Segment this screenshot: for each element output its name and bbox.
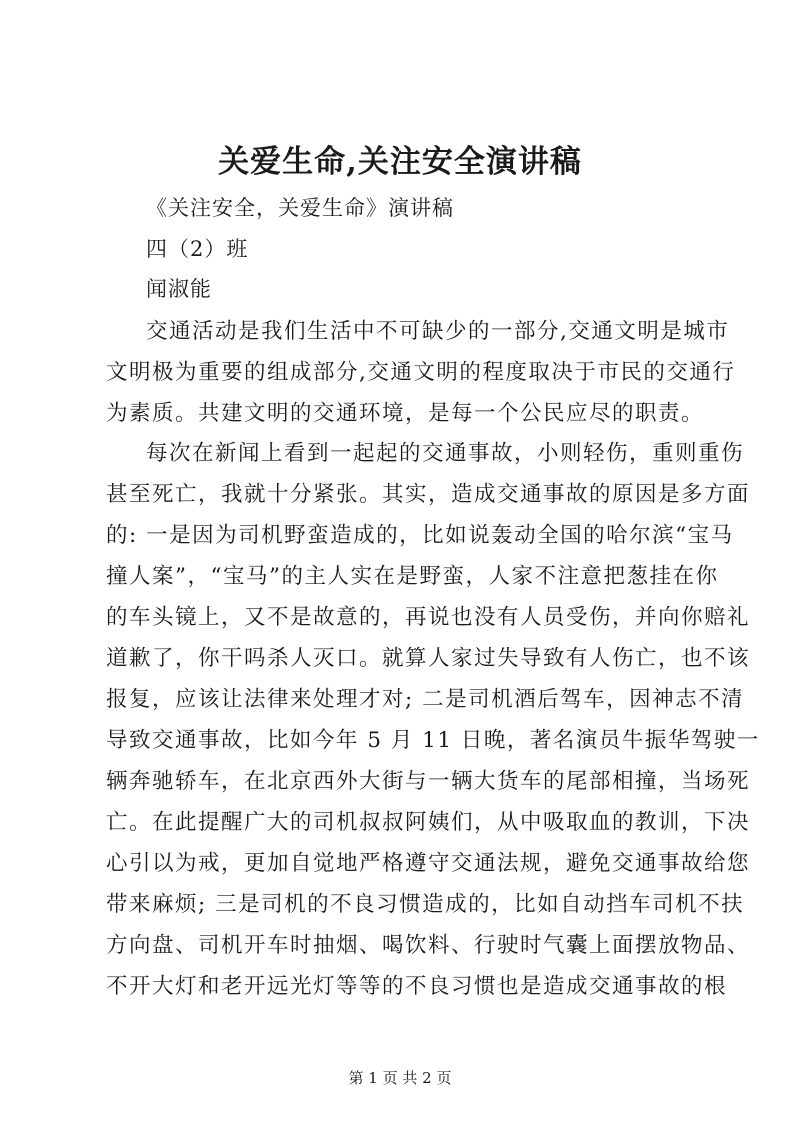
paragraph-line: 交通活动是我们生活中不可缺少的一部分,交通文明是城市 (146, 319, 730, 344)
paragraph-line: 带来麻烦; 三是司机的不良习惯造成的，比如自动挡车司机不扶 (106, 892, 745, 917)
paragraph-line: 不开大灯和老开远光灯等等的不良习惯也是造成交通事故的根 (106, 974, 728, 999)
paragraph-line: 心引以为戒，更加自觉地严格遵守交通法规，避免交通事故给您 (106, 851, 751, 876)
class-name: 四（2）班 (146, 237, 249, 261)
paragraph-line: 方向盘、司机开车时抽烟、喝饮料、行驶时气囊上面摆放物品、 (106, 933, 751, 958)
paragraph-1 (106, 311, 736, 434)
document-title: 关爱生命,关注安全演讲稿 (218, 144, 582, 180)
paragraph-line: 文明极为重要的组成部分,交通文明的程度取决于市民的交通行 (106, 360, 736, 385)
paragraph-line: 辆奔驰轿车，在北京西外大街与一辆大货车的尾部相撞，当场死 (106, 769, 751, 794)
paragraph-line: 的车头镜上，又不是故意的，再说也没有人员受伤，并向你赔礼 (106, 605, 751, 630)
paragraph-line: 道歉了，你干吗杀人灭口。就算人家过失导致有人伤亡，也不该 (106, 646, 751, 671)
paragraph-line: 为素质。共建文明的交通环境，是每一个公民应尽的职责。 (106, 401, 705, 426)
paragraph-line: 导致交通事故，比如今年 5 月 11 日晚，著名演员牛振华驾驶一 (106, 728, 760, 753)
paragraph-line: 亡。在此提醒广大的司机叔叔阿姨们，从中吸取血的教训，下决 (106, 810, 751, 835)
paragraph-2 (106, 433, 760, 1007)
paragraph-line: 报复，应该让法律来处理才对; 二是司机酒后驾车，因神志不清 (106, 687, 745, 712)
page-footer: 第 1 页 共 2 页 (348, 1069, 452, 1087)
author-name: 闻淑能 (146, 277, 212, 301)
speech-subtitle: 《关注安全，关爱生命》演讲稿 (146, 196, 454, 220)
paragraph-line: 甚至死亡，我就十分紧张。其实，造成交通事故的原因是多方面 (106, 482, 751, 507)
paragraph-line: 撞人案”，“宝马”的主人实在是野蛮，人家不注意把葱挂在你 (106, 564, 719, 589)
paragraph-line: 每次在新闻上看到一起起的交通事故，小则轻伤，重则重伤 (146, 441, 745, 466)
paragraph-line: 的: 一是因为司机野蛮造成的，比如说轰动全国的哈尔滨“宝马 (106, 523, 734, 548)
